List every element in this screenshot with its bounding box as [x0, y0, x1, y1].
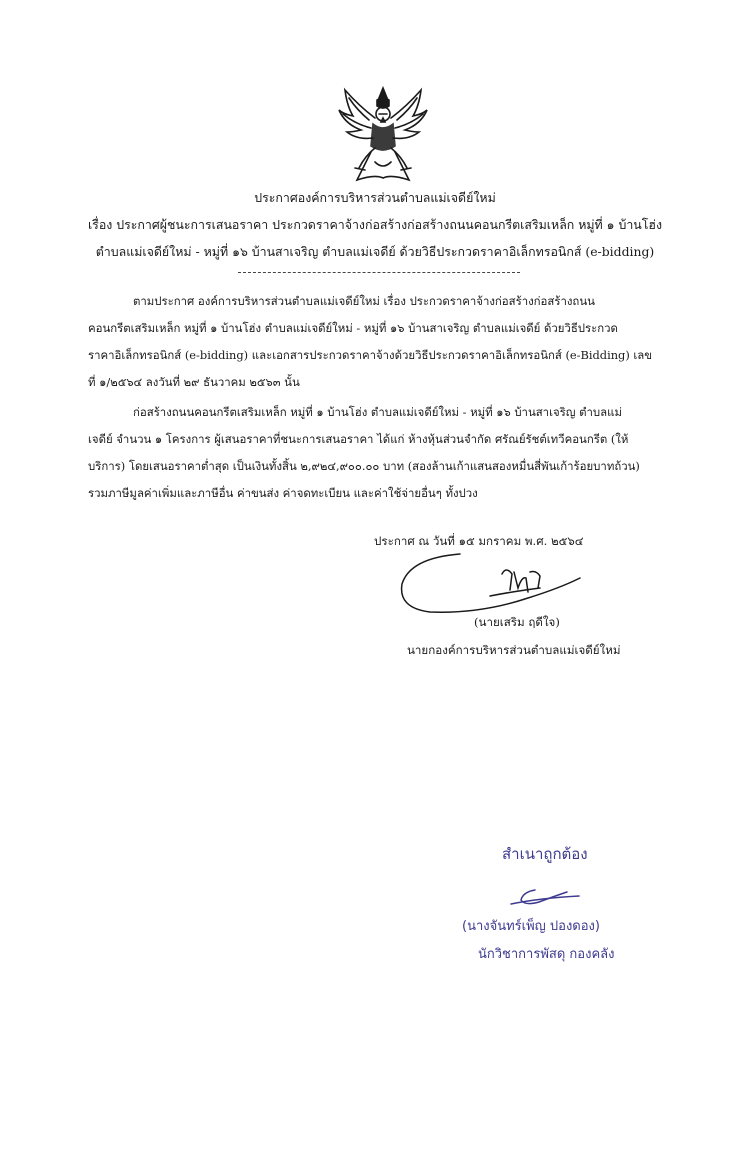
garuda-emblem	[335, 84, 431, 184]
para1-line-3: ราคาอิเล็กทรอนิกส์ (e-bidding) และเอกสารประกวดราคาจ้างด้วยวิธีประกวดราคาอิเล็กทรอนิกส์ (e-Bidding) เลข	[88, 348, 653, 362]
document-title: ประกาศองค์การบริหารส่วนตำบลแม่เจดีย์ใหม่	[254, 190, 496, 205]
officer-signature	[505, 880, 585, 914]
header-divider	[238, 272, 520, 273]
para1-line-2: คอนกรีตเสริมเหล็ก หมู่ที่ ๑ บ้านโฮ่ง ตำบลแม่เจดีย์ใหม่ - หมู่ที่ ๑๖ บ้านสาเจริญ ตำบลแม่เจดีย์ ด้วยวิธีประกวด	[88, 321, 618, 335]
para2-line-2: เจดีย์ จำนวน ๑ โครงการ ผู้เสนอราคาที่ชนะการเสนอราคา ได้แก่ ห้างหุ้นส่วนจำกัด ศรัณย์รัชต์เทวีคอนกรีต (ให้	[88, 432, 629, 446]
officer-name: (นางจันทร์เพ็ญ ปองดอง)	[462, 919, 600, 934]
mayor-name: (นายเสริม ฤดีใจ)	[474, 615, 560, 629]
para1-line-1: ตามประกาศ องค์การบริหารส่วนตำบลแม่เจดีย์ใหม่ เรื่อง ประกวดราคาจ้างก่อสร้างก่อสร้างถนน	[133, 294, 595, 308]
para1-line-4: ที่ ๑/๒๕๖๔ ลงวันที่ ๒๙ ธันวาคม ๒๕๖๓ นั้น	[88, 375, 300, 389]
subject-line-1: เรื่อง ประกาศผู้ชนะการเสนอราคา ประกวดราคาจ้างก่อสร้างก่อสร้างถนนคอนกรีตเสริมเหล็ก หมู่ที่ ๑ บ้านโฮ่ง	[87, 217, 663, 232]
subject-line-2: ตำบลแม่เจดีย์ใหม่ - หมู่ที่ ๑๖ บ้านสาเจริญ ตำบลแม่เจดีย์ ด้วยวิธีประกวดราคาอิเล็กทรอนิกส์ (e-bidding)	[95, 244, 655, 259]
para2-line-1: ก่อสร้างถนนคอนกรีตเสริมเหล็ก หมู่ที่ ๑ บ้านโฮ่ง ตำบลแม่เจดีย์ใหม่ - หมู่ที่ ๑๖ บ้านสาเจริญ ตำบลแม่	[133, 405, 622, 419]
certified-copy-label: สำเนาถูกต้อง	[502, 845, 588, 863]
mayor-position: นายกองค์การบริหารส่วนตำบลแม่เจดีย์ใหม่	[407, 643, 621, 657]
announce-date: ประกาศ ณ วันที่ ๑๕ มกราคม พ.ศ. ๒๕๖๔	[374, 534, 584, 548]
para2-line-3: บริการ) โดยเสนอราคาต่ำสุด เป็นเงินทั้งสิ้น ๒,๙๒๔,๙๐๐.๐๐ บาท (สองล้านเก้าแสนสองหมื่นสี่พันเก้าร้อยบาทถ้วน)	[88, 459, 640, 473]
para2-line-4: รวมภาษีมูลค่าเพิ่มและภาษีอื่น ค่าขนส่ง ค่าจดทะเบียน และค่าใช้จ่ายอื่นๆ ทั้งปวง	[88, 486, 478, 500]
officer-position: นักวิชาการพัสดุ กองคลัง	[478, 947, 615, 962]
